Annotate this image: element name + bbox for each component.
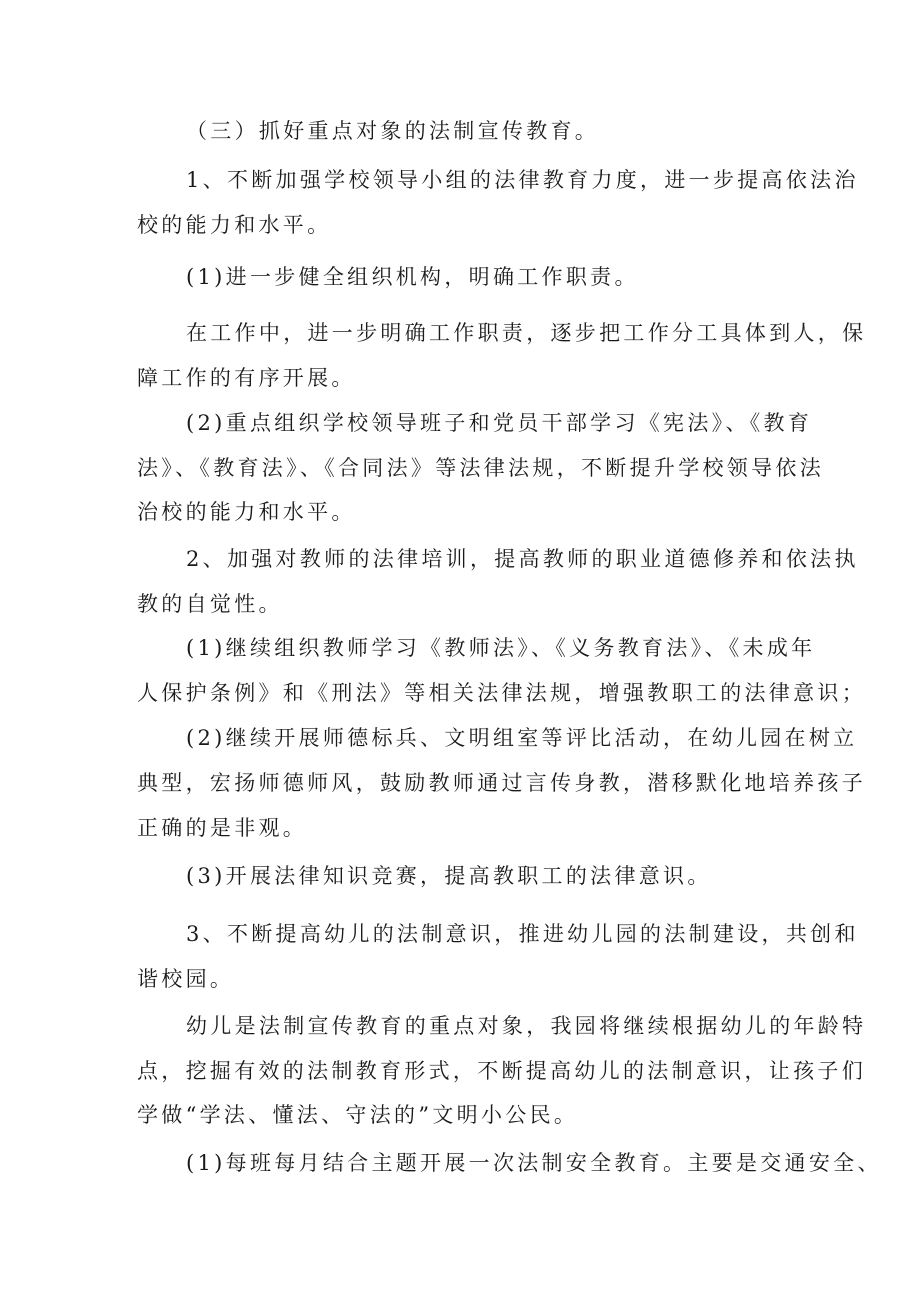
paragraph-line: 点，挖掘有效的法制教育形式，不断提高幼儿的法制意识，让孩子们: [137, 1059, 866, 1083]
paragraph-line: 人保护条例》和《刑法》等相关法律法规，增强教职工的法律意识；: [137, 681, 866, 705]
paragraph-line: 3、不断提高幼儿的法制意识，推进幼儿园的法制建设，共创和: [186, 922, 859, 946]
paragraph-line: 在工作中，进一步明确工作职责，逐步把工作分工具体到人，保: [186, 321, 867, 345]
paragraph-line: 正确的是非观。: [137, 816, 308, 840]
paragraph-line: 校的能力和水平。: [137, 213, 332, 237]
paragraph-line: (1)继续组织教师学习《教师法》、《义务教育法》、《未成年: [186, 636, 816, 660]
paragraph-line: 幼儿是法制宣传教育的重点对象，我园将继续根据幼儿的年龄特: [186, 1014, 867, 1038]
paragraph-line: 1、不断加强学校领导小组的法律教育力度，进一步提高依法治: [186, 168, 859, 192]
paragraph-line: (1)每班每月结合主题开展一次法制安全教育。主要是交通安全、: [186, 1151, 882, 1175]
paragraph-line: 治校的能力和水平。: [137, 500, 356, 524]
paragraph-line: 学做“学法、懂法、守法的”文明小公民。: [137, 1103, 579, 1127]
paragraph-line: 教的自觉性。: [137, 592, 283, 616]
paragraph-line: 法》、《教育法》、《合同法》等法律法规，不断提升学校领导依法: [137, 456, 824, 480]
section-heading: （三）抓好重点对象的法制宣传教育。: [186, 119, 600, 143]
paragraph-line: 2、加强对教师的法律培训，提高教师的职业道德修养和依法执: [186, 547, 859, 571]
paragraph-line: (1)进一步健全组织机构，明确工作职责。: [186, 265, 639, 289]
paragraph-line: (2)重点组织学校领导班子和党员干部学习《宪法》、《教育: [186, 411, 813, 435]
paragraph-line: (3)开展法律知识竞赛，提高教职工的法律意识。: [186, 864, 712, 888]
paragraph-line: (2)继续开展师德标兵、文明组室等评比活动，在幼儿园在树立: [186, 726, 858, 750]
paragraph-line: 谐校园。: [137, 967, 235, 991]
paragraph-line: 障工作的有序开展。: [137, 366, 356, 390]
paragraph-line: 典型，宏扬师德师风，鼓励教师通过言传身教，潜移默化地培养孩子: [137, 771, 866, 795]
